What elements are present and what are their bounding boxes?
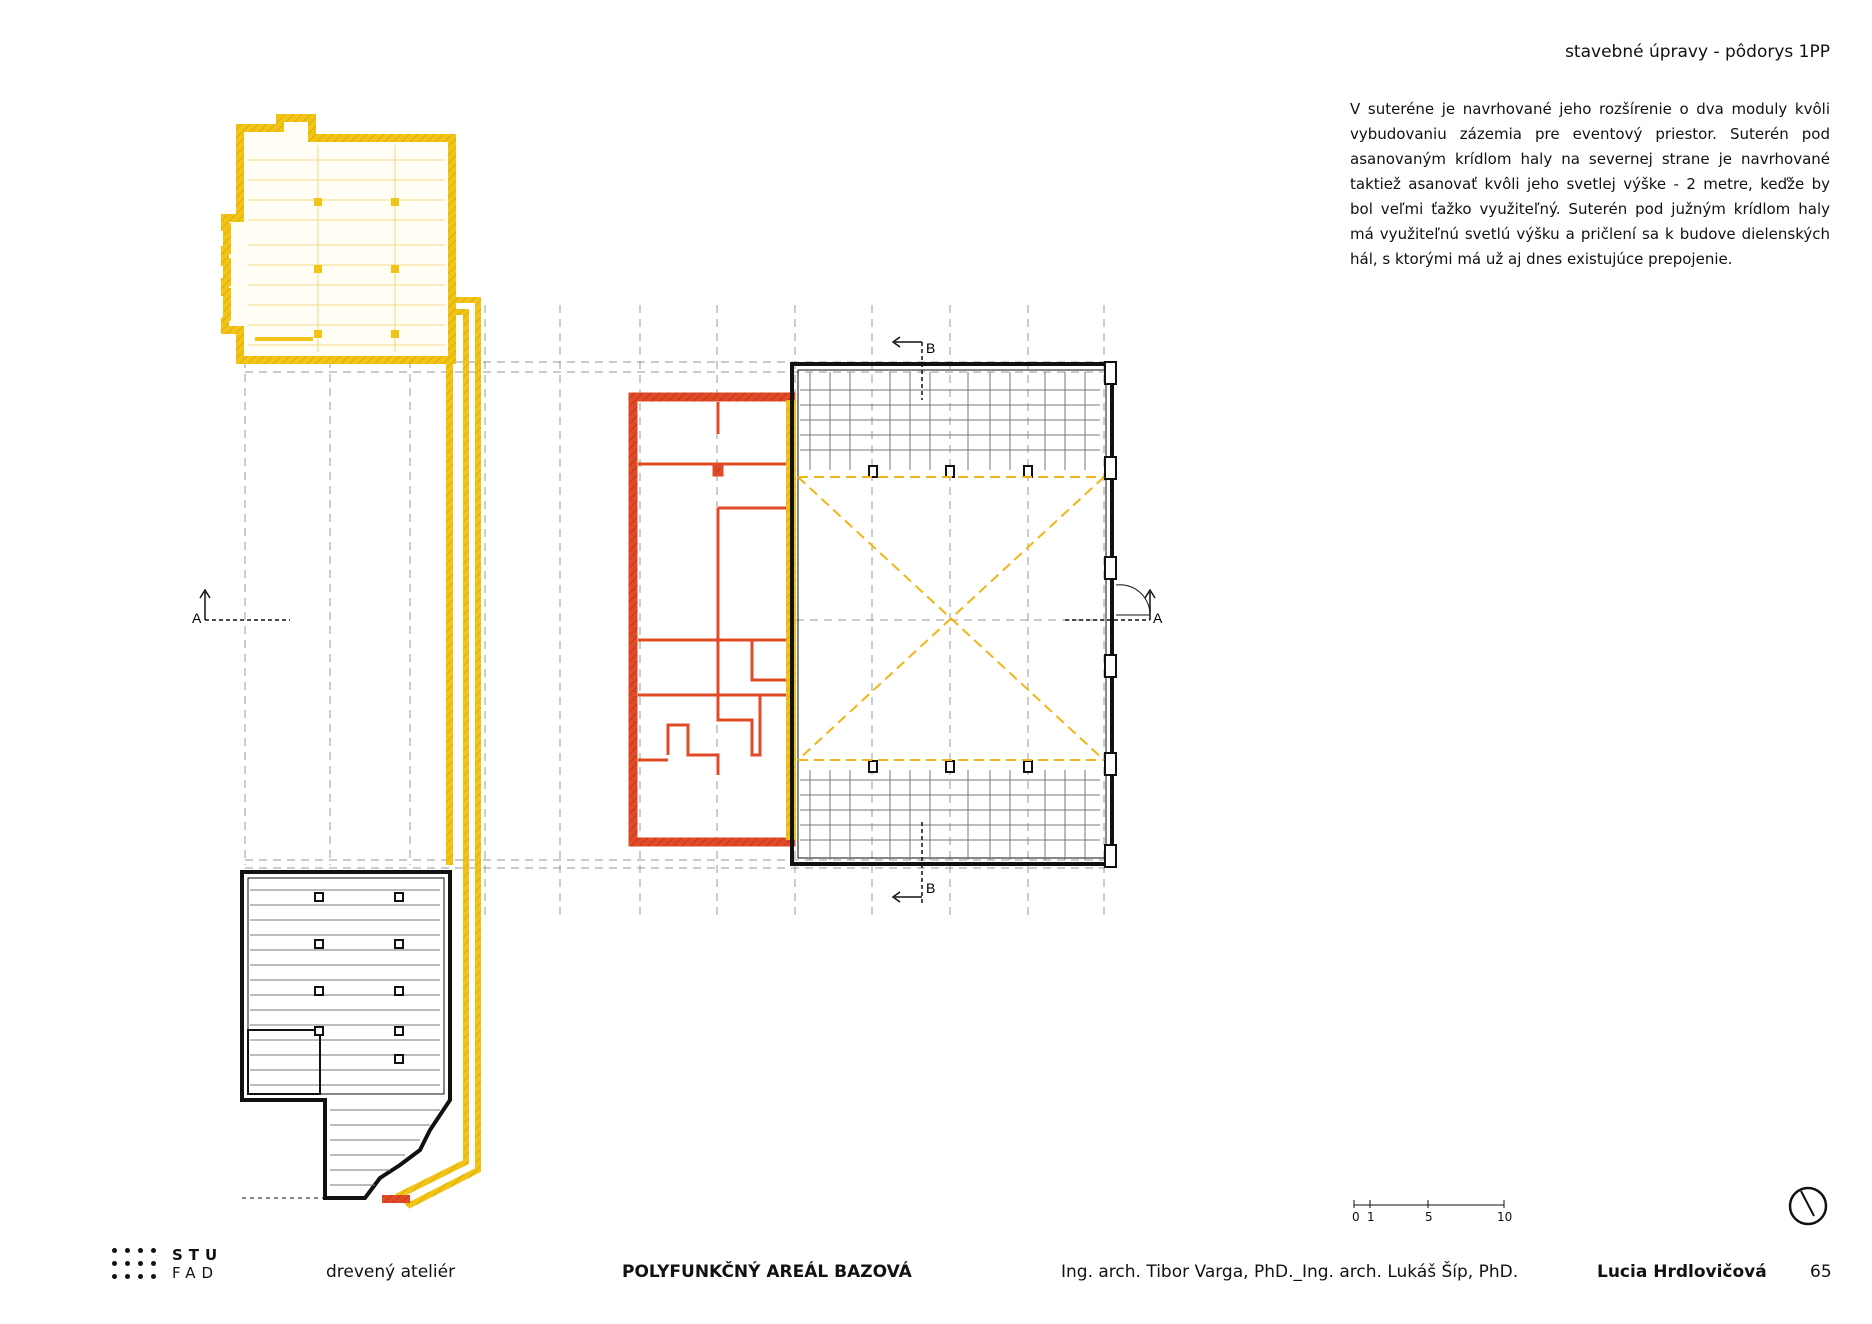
description-text: V suteréne je navrhované jeho rozšírenie o dva moduly kvôli vybudovaniu zázemia pre eventový priestor. Suterén pod asanovaným krídlom haly na severnej strane je navrhované taktiež asanovať kvôli jeho svetlej výške - 2 metre, keďže by bol veľmi ťažko využiteľný. Suterén pod južným krídlom haly má využiteľnú svetlú výšku a pričlení sa k budove dielenských hál, s ktorými má už aj dnes existujúce prepojenie. (1350, 100, 1830, 268)
project-title: POLYFUNKČNÝ AREÁL BAZOVÁ (622, 1262, 912, 1282)
new-basement-north (225, 118, 452, 360)
existing-basement-south (242, 872, 450, 1198)
logo-line2: FAD (172, 1264, 220, 1282)
sheet-title: stavebné úpravy - pôdorys 1PP (1565, 42, 1830, 62)
section-label-b-bottom: B (926, 880, 936, 896)
section-label-a-left: A (192, 610, 202, 626)
scale-label-1: 1 (1367, 1210, 1375, 1224)
scale-label-10: 10 (1497, 1210, 1513, 1224)
scale-label-5: 5 (1425, 1210, 1433, 1224)
logo-line1: STU (172, 1246, 224, 1264)
section-mark-a (200, 590, 1155, 620)
hall-roof-diagonals (798, 477, 1104, 760)
studio-name: drevený ateliér (326, 1262, 456, 1282)
existing-hall (792, 362, 1150, 867)
tutors: Ing. arch. Tibor Varga, PhD._Ing. arch. Lukáš Šíp, PhD. (1061, 1262, 1519, 1282)
author-name: Lucia Hrdlovičová (1597, 1262, 1767, 1282)
section-label-a-right: A (1153, 610, 1163, 626)
scale-label-0: 0 (1352, 1210, 1360, 1224)
new-corridor (400, 300, 478, 1205)
north-arrow-icon (1788, 1186, 1828, 1226)
section-label-b-top: B (926, 340, 936, 356)
section-mark-b (893, 337, 922, 905)
footer (0, 1262, 1872, 1292)
page-number: 65 (1810, 1262, 1832, 1282)
demolished-block (633, 397, 792, 842)
scale-bar (1352, 1196, 1512, 1226)
